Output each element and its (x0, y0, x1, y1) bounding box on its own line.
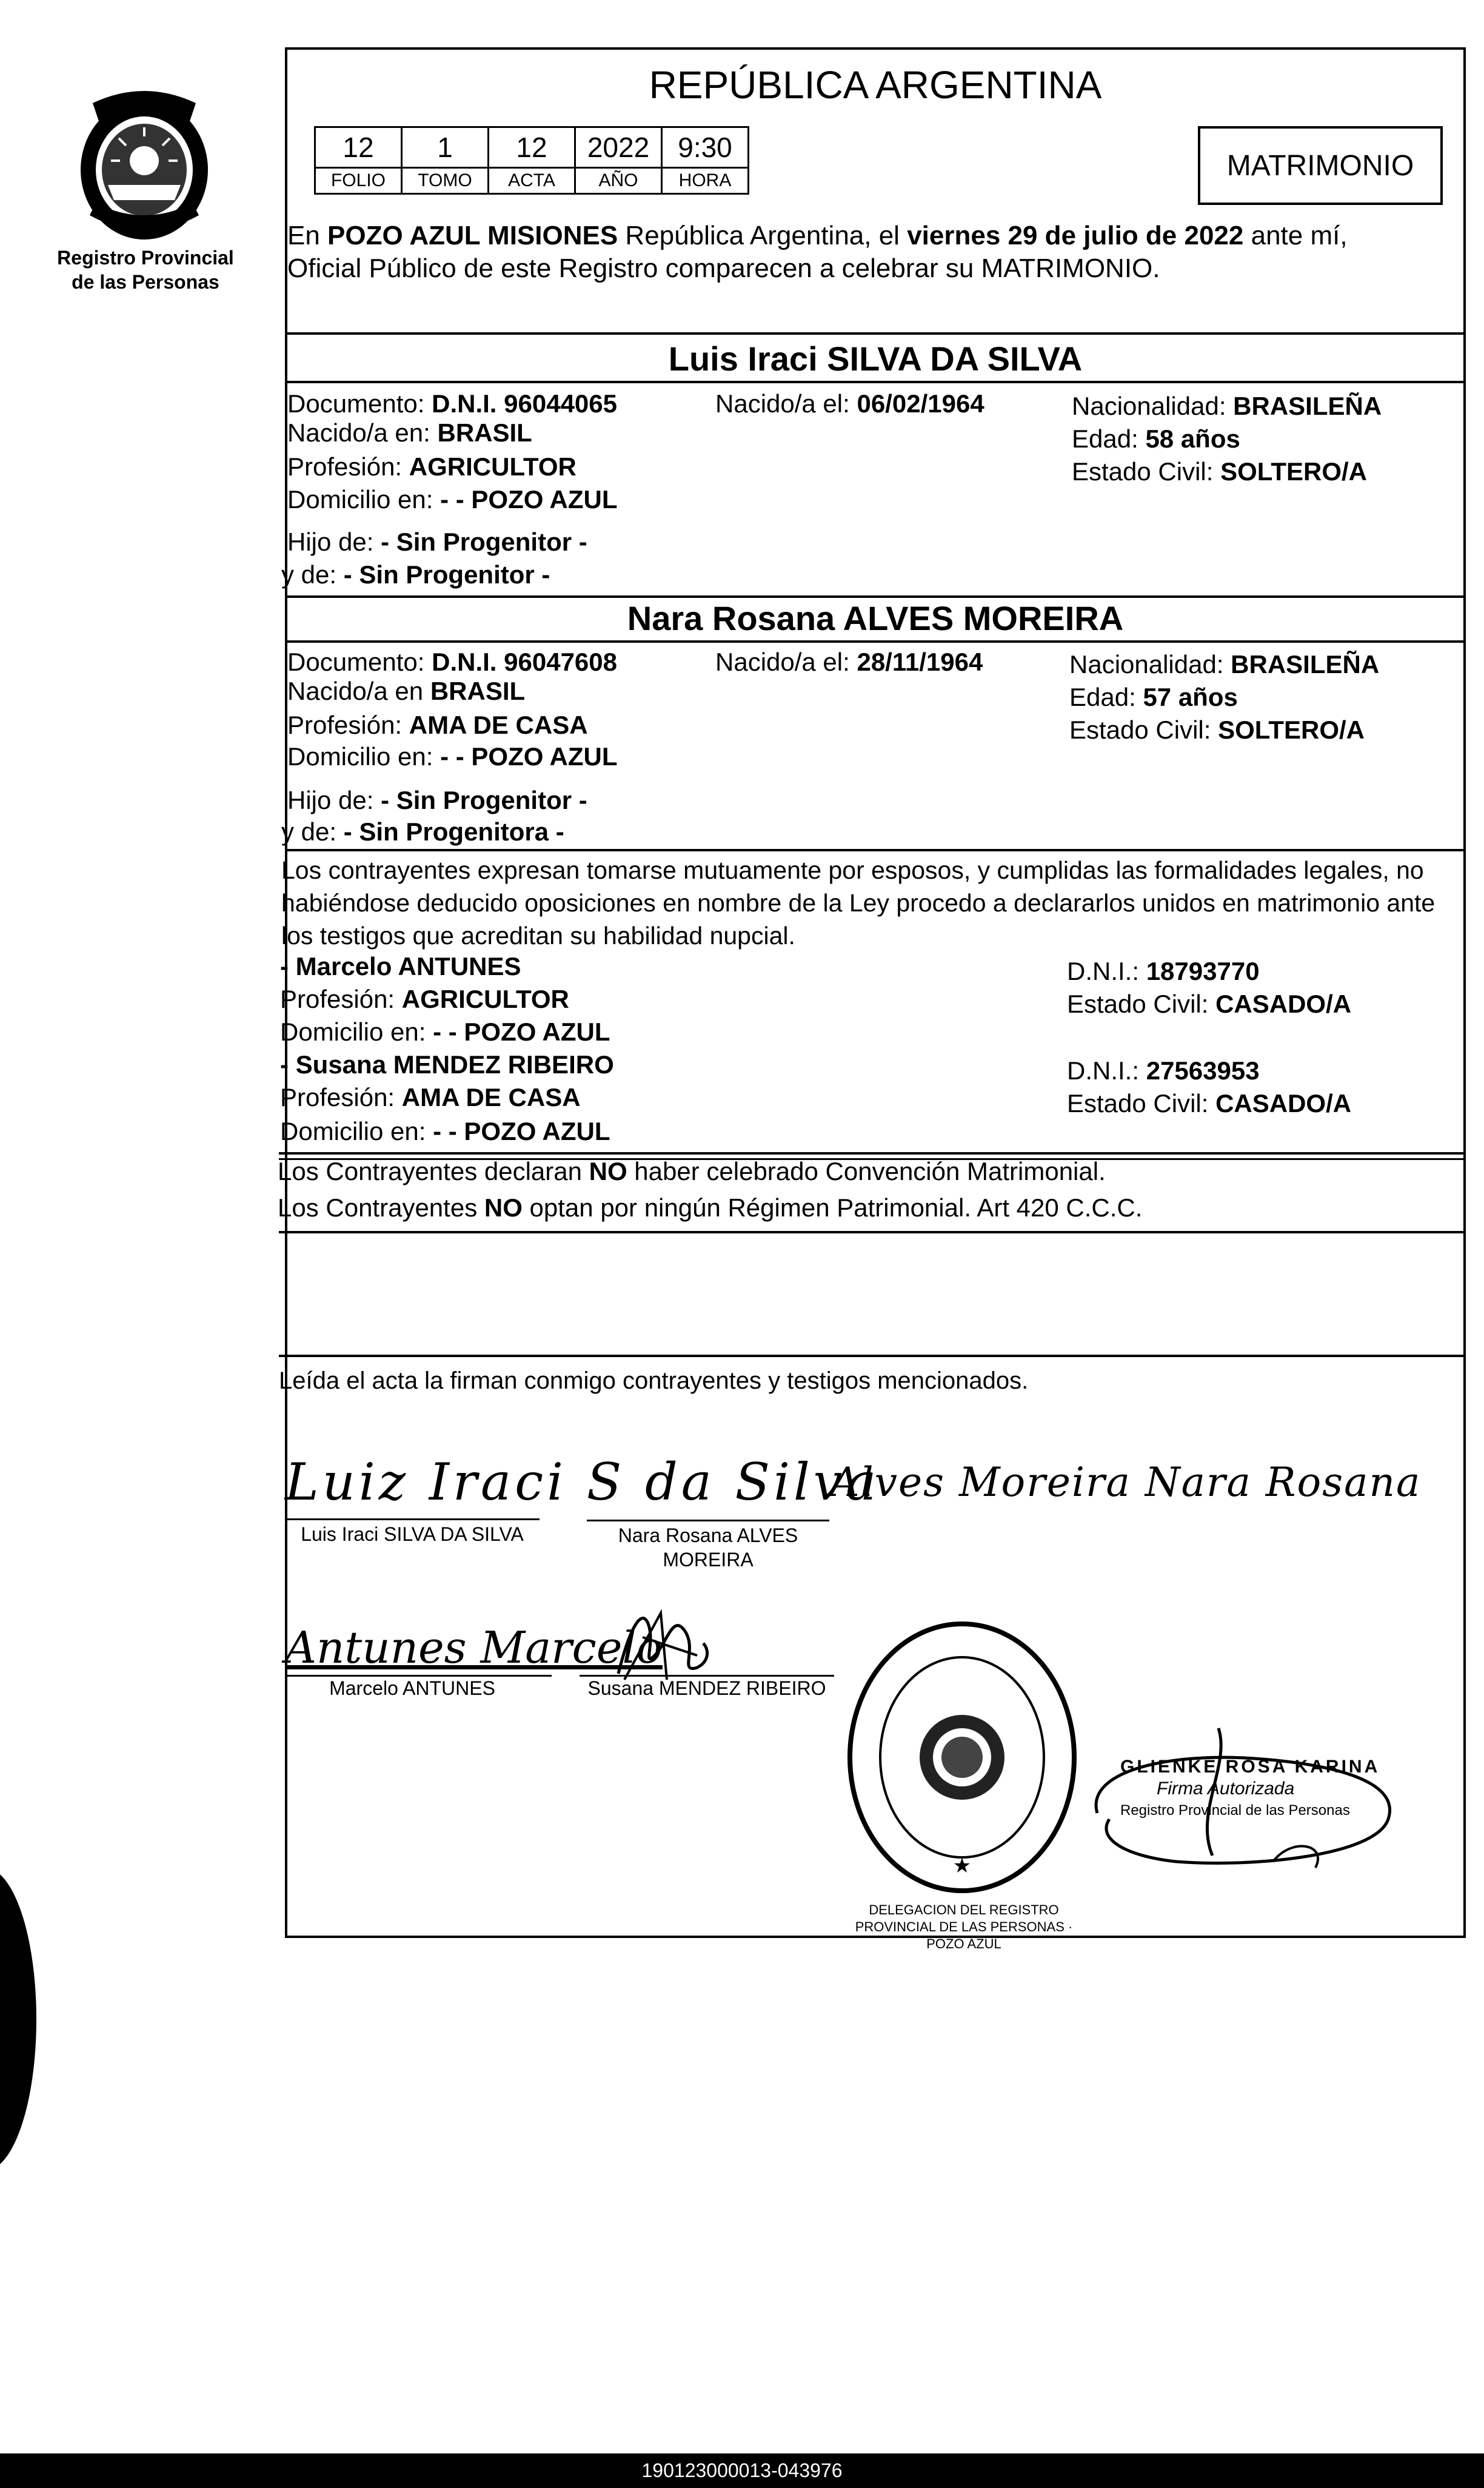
text: Los Contrayentes declaran (278, 1157, 589, 1185)
spouse2-parent1-value: - Sin Progenitor - (381, 786, 587, 814)
hora-label: HORA (662, 168, 749, 194)
spouse2-domicile (287, 741, 618, 773)
official-stamp (1120, 1756, 1380, 1822)
divider (285, 381, 1466, 383)
spouse1-parent1 (287, 526, 587, 558)
spouse2-parent2-value: - Sin Progenitora - (343, 817, 564, 846)
signature-caption-spouse2 (587, 1523, 829, 1572)
divider (285, 640, 1466, 643)
anio-value: 2022 (575, 127, 662, 168)
witness2-name: - Susana MENDEZ RIBEIRO (280, 1050, 614, 1079)
emphasis: NO (589, 1157, 627, 1185)
spouse1-dom: - - POZO AZUL (440, 485, 618, 514)
regime-line-2 (278, 1192, 1142, 1224)
witness2-civil-value: CASADO/A (1215, 1089, 1352, 1118)
spouse2-dom: - - POZO AZUL (440, 742, 618, 771)
spouse1-profession (287, 451, 577, 483)
spouse2-place: BRASIL (430, 677, 526, 705)
label: Nacido/a el: (715, 648, 857, 676)
spouse1-prof: AGRICULTOR (409, 452, 577, 481)
witness2-prof: AMA DE CASA (401, 1083, 581, 1112)
spouse1-place: BRASIL (437, 418, 532, 447)
spouse1-born (715, 388, 984, 420)
signature-spouse1 (285, 1452, 880, 1512)
signature-spouse2 (831, 1455, 1421, 1510)
label: Estado Civil: (1067, 990, 1216, 1018)
svg-text:★: ★ (952, 1854, 972, 1878)
registry-stamp (844, 1618, 1080, 1897)
label: Estado Civil: (1072, 457, 1221, 486)
label: Profesión: (287, 452, 409, 481)
label: Edad: (1072, 424, 1146, 453)
label: Domicilio en: (280, 1117, 433, 1145)
divider (279, 1355, 1466, 1357)
spouse2-nationality (1069, 649, 1379, 680)
spouse1-name: Luis Iraci SILVA DA SILVA (668, 340, 1083, 378)
label: Nacido/a en: (287, 418, 438, 447)
declaration-line-2: habiéndose deducido oposiciones en nombre de la Ley procedo a declararlos unidos en matrimonio ante (281, 889, 1436, 917)
label: Estado Civil: (1069, 716, 1218, 744)
spouse2-age (1069, 682, 1238, 713)
spouse2-profession (287, 709, 588, 741)
intro-place: POZO AZUL MISIONES (327, 221, 618, 250)
witness2-dni-value: 27563953 (1146, 1056, 1260, 1085)
declaration-line-3: los testigos que acreditan su habilidad nupcial. (281, 922, 795, 950)
label: Nacionalidad: (1072, 392, 1234, 420)
anio-label: AÑO (575, 168, 662, 194)
label: y de: (281, 817, 344, 846)
registry-name (36, 246, 255, 294)
footer-code-bar (0, 2453, 1484, 2488)
label: Nacido/a en (287, 677, 430, 705)
label: Estado Civil: (1067, 1089, 1216, 1118)
tomo-label: TOMO (402, 168, 489, 194)
page-title: REPÚBLICA ARGENTINA (649, 63, 1102, 107)
witness2-dni (1067, 1055, 1260, 1087)
witness1-profession (280, 984, 569, 1015)
spouse1-nationality (1072, 391, 1382, 422)
witness2-domicile (280, 1116, 610, 1147)
stamp-text: DELEGACION DEL REGISTRO PROVINCIAL DE LAS PERSONAS · POZO AZUL (855, 1902, 1073, 1951)
witness2-dom: - - POZO AZUL (433, 1117, 610, 1145)
spouse1-domicile (287, 484, 618, 515)
signature-spouse1-text: Luiz Iraci S da Silva (285, 1452, 880, 1512)
signature-witness2-scribble (606, 1601, 715, 1686)
witness1-civil-value: CASADO/A (1215, 990, 1352, 1018)
label: Documento: (287, 389, 432, 418)
folio-value: 12 (315, 127, 402, 168)
declaration-line-1: Los contrayentes expresan tomarse mutuamente por esposos, y cumplidas las formalidades legales, no (281, 856, 1424, 884)
label: Profesión: (280, 1083, 402, 1112)
signature-spouse2-text: Alves Moreira Nara Rosana (831, 1459, 1422, 1506)
intro-paragraph (287, 220, 1463, 285)
label: D.N.I.: (1067, 957, 1146, 985)
regime-line-1 (278, 1156, 1106, 1187)
spouse2-civil-value: SOLTERO/A (1218, 716, 1365, 744)
text: optan por ningún Régimen Patrimonial. Art 420 C.C.C. (522, 1193, 1143, 1222)
divider (279, 1231, 1466, 1233)
label: Hijo de: (287, 528, 381, 556)
official-line-2: Firma Autorizada (1157, 1779, 1295, 1799)
witness1-dom: - - POZO AZUL (433, 1018, 610, 1046)
witness1-domicile (280, 1016, 610, 1048)
divider (279, 1152, 1466, 1155)
witness1-prof: AGRICULTOR (401, 985, 569, 1013)
signature-caption-spouse1: Luis Iraci SILVA DA SILVA (301, 1523, 524, 1545)
acta-value: 12 (489, 127, 575, 168)
intro-text-3: ante mí, (1243, 221, 1348, 250)
signature-witness1-text: Antunes Marcelo (285, 1622, 663, 1673)
signature-line (285, 1518, 540, 1520)
spouse1-age (1072, 423, 1240, 455)
spouse2-civil (1069, 714, 1365, 746)
label: Domicilio en: (287, 485, 441, 514)
spouse2-age-value: 57 años (1143, 683, 1238, 711)
folio-table (314, 126, 749, 195)
label: Domicilio en: (280, 1018, 433, 1046)
hora-value: 9:30 (662, 127, 749, 168)
witness1-dni (1067, 956, 1260, 987)
signature-line (587, 1520, 829, 1521)
spouse2-parent1 (287, 785, 587, 816)
label: Documento: (287, 648, 432, 676)
label: D.N.I.: (1067, 1056, 1146, 1085)
spouse1-nat: BRASILEÑA (1233, 392, 1382, 420)
label: Edad: (1069, 683, 1143, 711)
intro-date: viernes 29 de julio de 2022 (907, 221, 1244, 250)
scan-artifact (0, 1868, 36, 2171)
folio-label: FOLIO (315, 168, 402, 194)
registry-line-1: Registro Provincial (57, 247, 234, 269)
tomo-value: 1 (402, 127, 489, 168)
spouse1-birthplace (287, 417, 532, 449)
provincia-misiones-seal-logo (65, 79, 223, 243)
witness1-civil (1067, 988, 1351, 1020)
spouse2-birthdate: 28/11/1964 (857, 648, 983, 676)
spouse1-civil (1072, 456, 1367, 488)
spouse1-doc (287, 388, 617, 420)
intro-text-2: República Argentina, el (618, 221, 907, 250)
witness2-profession (280, 1082, 581, 1113)
spouse1-dni: D.N.I. 96044065 (432, 389, 617, 418)
intro-text-1: En (287, 221, 328, 250)
spouse2-doc (287, 646, 617, 678)
act-type: MATRIMONIO (1226, 149, 1414, 182)
emphasis: NO (484, 1193, 523, 1222)
act-type-box (1198, 126, 1443, 205)
registry-line-2: de las Personas (72, 271, 219, 293)
spouse1-parent1-value: - Sin Progenitor - (381, 528, 587, 556)
spouse1-civil-value: SOLTERO/A (1220, 457, 1367, 486)
spouse2-nat: BRASILEÑA (1231, 650, 1380, 679)
label: y de: (281, 560, 344, 589)
official-line-3: Registro Provincial de las Personas (1120, 1802, 1350, 1819)
intro-line-2: Oficial Público de este Registro comparecen a celebrar su MATRIMONIO. (287, 253, 1160, 283)
text: haber celebrado Convención Matrimonial. (627, 1157, 1106, 1185)
witness1-name: - Marcelo ANTUNES (280, 952, 521, 981)
divider (285, 332, 1466, 335)
spouse2-dni: D.N.I. 96047608 (432, 648, 617, 676)
official-name: GLIENKE ROSA KARINA (1120, 1757, 1380, 1777)
spouse2-parent2 (281, 816, 564, 848)
label: Profesión: (287, 711, 409, 739)
spouse2-prof: AMA DE CASA (409, 711, 588, 739)
spouse2-name: Nara Rosana ALVES MOREIRA (627, 599, 1124, 637)
signature-caption-witness1: Marcelo ANTUNES (329, 1677, 495, 1699)
divider (285, 595, 1466, 598)
spouse1-birthdate: 06/02/1964 (857, 389, 984, 418)
signature-caption-witness2: Susana MENDEZ RIBEIRO (587, 1677, 826, 1699)
label: Domicilio en: (287, 742, 441, 771)
footer-code: 190123000013-043976 (641, 2459, 843, 2481)
label: Nacionalidad: (1069, 650, 1231, 679)
declaration-paragraph (281, 854, 1435, 952)
spouse1-parent2-value: - Sin Progenitor - (343, 560, 550, 589)
spouse2-born (715, 646, 983, 678)
label: Profesión: (280, 985, 402, 1013)
text: Los Contrayentes (278, 1193, 484, 1222)
witness1-dni-value: 18793770 (1146, 957, 1260, 985)
divider (285, 849, 1466, 851)
label: Nacido/a el: (715, 389, 857, 418)
spouse1-parent2 (281, 559, 550, 591)
spouse1-age-value: 58 años (1145, 424, 1240, 453)
caption-line: MOREIRA (663, 1549, 754, 1571)
closing-text: Leída el acta la firman conmigo contrayentes y testigos mencionados. (279, 1367, 1029, 1394)
label: Hijo de: (287, 786, 381, 814)
witness2-civil (1067, 1088, 1351, 1119)
caption-line: Nara Rosana ALVES (618, 1524, 798, 1546)
acta-label: ACTA (489, 168, 575, 194)
spouse2-birthplace (287, 676, 525, 707)
